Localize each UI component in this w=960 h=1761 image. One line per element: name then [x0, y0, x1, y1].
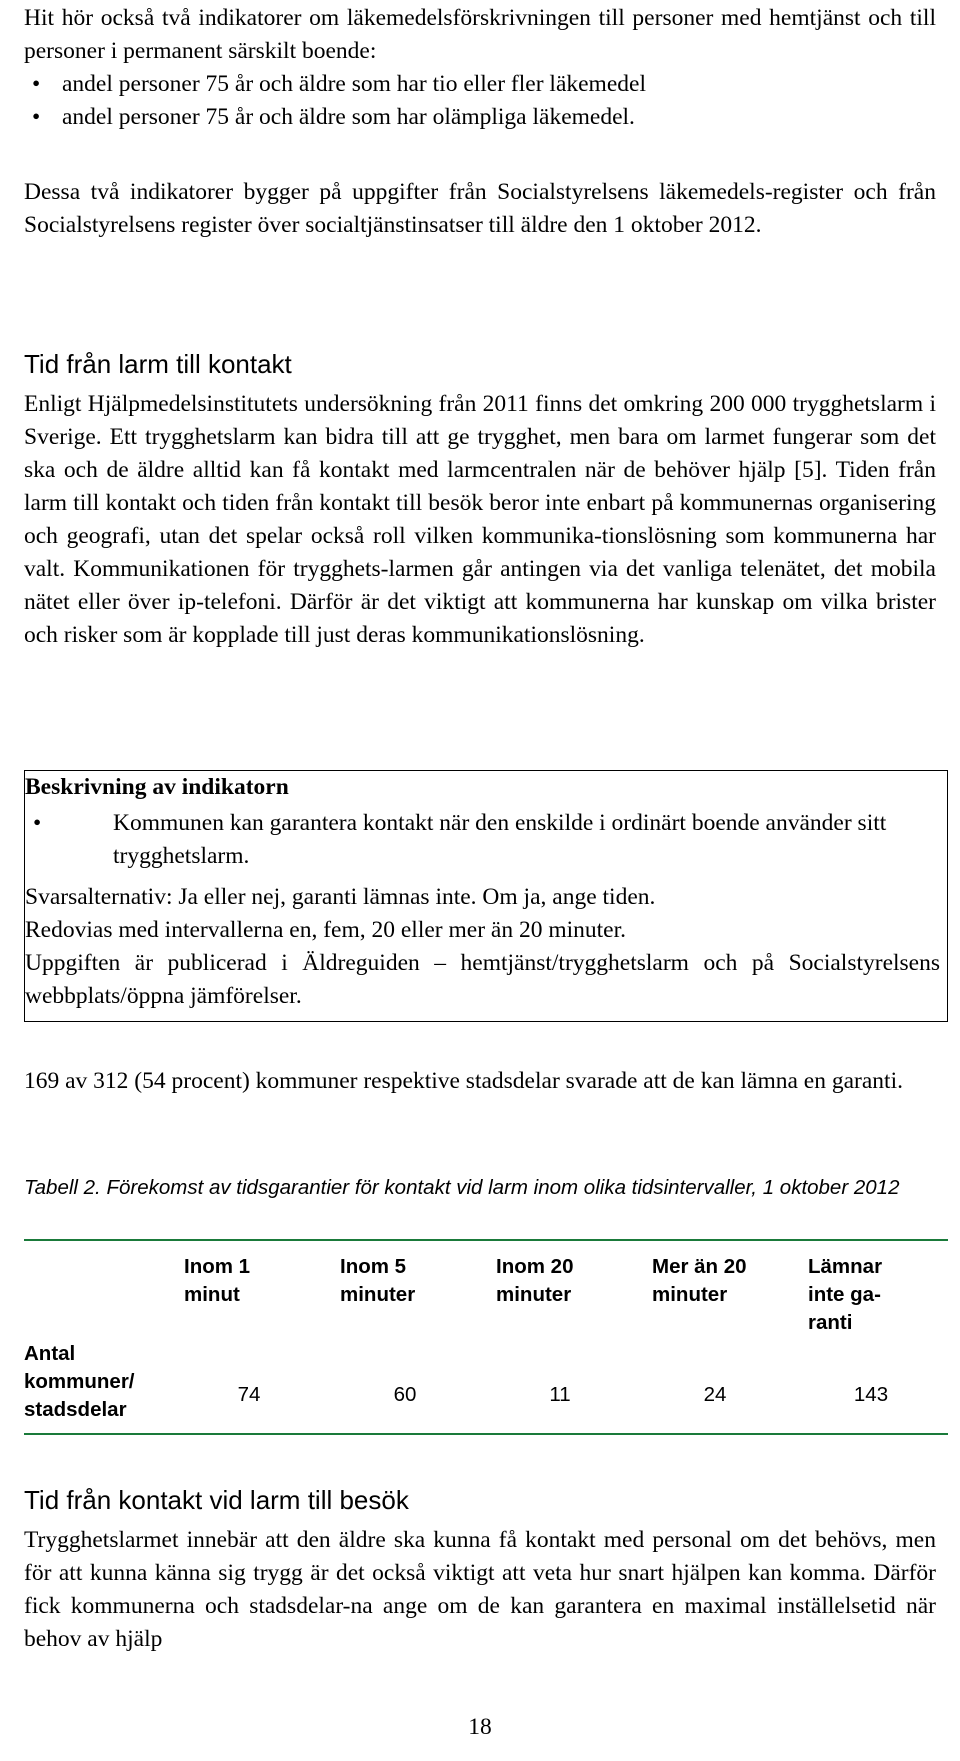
table-row-label: Antal kommuner/ stadsdelar	[24, 1342, 135, 1421]
table-header-5min: Inom 5 minuter	[340, 1255, 416, 1306]
table-header-20min: Inom 20 minuter	[496, 1255, 574, 1306]
indicator-box-line-3: Uppgiften är publicerad i Äldreguiden – hemtjänst/trygghetslarm och på Socialstyrelsens webbplats/öppna jämförelser.	[25, 950, 940, 1009]
source-paragraph: Dessa två indikatorer bygger på uppgifter från Socialstyrelsens läkemedels-register och från Socialstyrelsens register över socialtjänstinsatser till äldre den 1 oktober 2012.	[24, 179, 936, 238]
table-cell-no-guarantee: 143	[853, 1383, 889, 1406]
table-header-over-20min: Mer än 20 minuter	[652, 1255, 747, 1306]
table-cell-20min: 11	[549, 1383, 571, 1406]
table-bottom-rule	[24, 1433, 948, 1435]
table-cell-1min: 74	[237, 1383, 261, 1406]
indicator-box-bullet: Kommunen kan garantera kontakt när den enskilde i ordinärt boende använder sitt trygghetslarm.	[113, 810, 887, 869]
indicator-box-title: Beskrivning av indikatorn	[25, 774, 289, 800]
result-paragraph: 169 av 312 (54 procent) kommuner respektive stadsdelar svarade att de kan lämna en garanti.	[24, 1068, 903, 1094]
indicator-box-line-1: Svarsalternativ: Ja eller nej, garanti lämnas inte. Om ja, ange tiden.	[25, 884, 656, 910]
table-caption: Tabell 2. Förekomst av tidsgarantier för kontakt vid larm inom olika tidsintervaller, 1 oktober 2012	[24, 1176, 900, 1199]
table-cell-5min: 60	[393, 1383, 417, 1406]
bullet-icon: •	[32, 104, 41, 130]
table-top-rule	[24, 1239, 948, 1241]
section-heading-contact-visit: Tid från kontakt vid larm till besök	[24, 1485, 409, 1515]
bullet-icon: •	[32, 71, 41, 97]
intro-bullet-1: andel personer 75 år och äldre som har tio eller fler läkemedel	[62, 71, 646, 97]
section2-body: Trygghetslarmet innebär att den äldre ska kunna få kontakt med personal om det behövs, men för att kunna känna sig trygg är det också viktigt att veta hur snart hjälpen kan komma. Därför fick kommunerna och stadsdelar-na ange om de kan garantera en maximal inställelsetid när behov av hjälp	[24, 1527, 936, 1652]
table-header-no-guarantee: Lämnar inte ga-ranti	[808, 1255, 883, 1334]
bullet-icon: •	[33, 810, 42, 836]
intro-paragraph: Hit hör också två indikatorer om läkemedelsförskrivningen till personer med hemtjänst och till personer i permanent särskilt boende:	[24, 5, 936, 64]
page-number: 18	[468, 1714, 492, 1740]
table-cell-over-20min: 24	[703, 1383, 727, 1406]
section-heading-alarm-contact: Tid från larm till kontakt	[24, 349, 292, 379]
table-header-1min: Inom 1 minut	[184, 1255, 251, 1306]
indicator-description-box	[24, 770, 948, 1022]
indicator-box-line-2: Redovias med intervallerna en, fem, 20 eller mer än 20 minuter.	[25, 917, 627, 943]
intro-bullet-2: andel personer 75 år och äldre som har olämpliga läkemedel.	[62, 104, 635, 130]
section1-body: Enligt Hjälpmedelsinstitutets undersökning från 2011 finns det omkring 200 000 trygghetslarm i Sverige. Ett trygghetslarm kan bidra till att ge trygghet, men bara om larmet fungerar som det ska och de äldre alltid kan få kontakt med larmcentralen när de behöver hjälp [5]. Tiden från larm till kontakt och tiden från kontakt till besök beror inte enbart på kommunernas organisering och geografi, utan det spelar också roll vilken kommunika-tionslösning som kommunerna har valt. Kommunikationen för trygghets-larmen går antingen via det vanliga telenätet, det mobila nätet eller över ip-telefoni. Därför är det viktigt att kommunerna har kunskap om vilka brister och risker som är kopplade till just deras kommunikationslösning.	[24, 391, 936, 648]
